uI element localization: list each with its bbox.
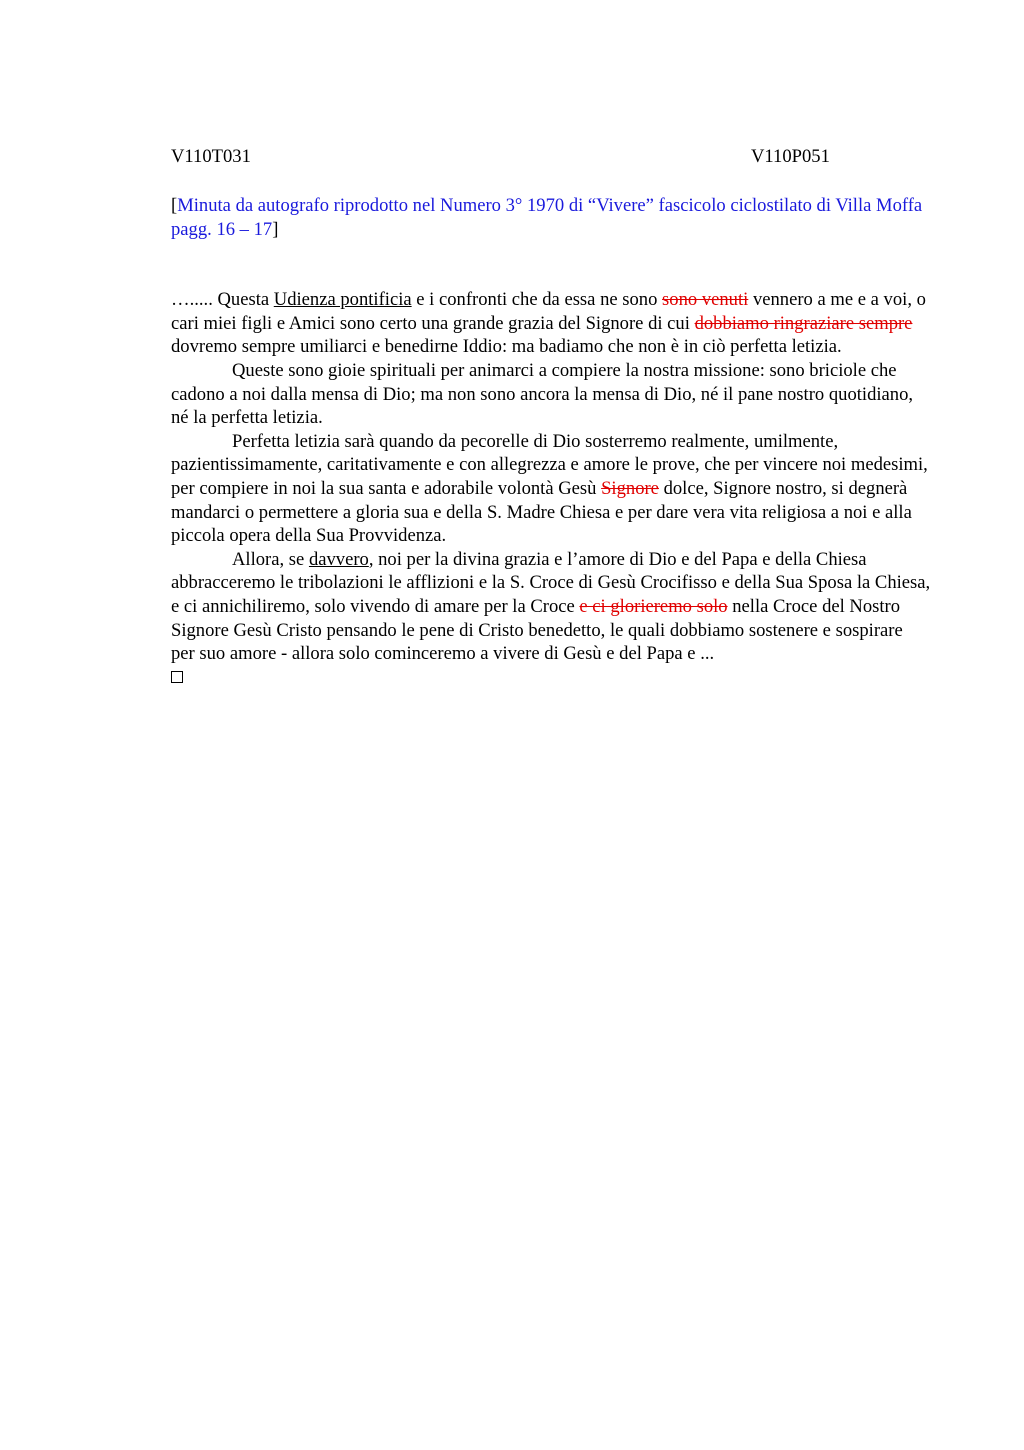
- text-run: dolce, Signore nostro, si degnerà mandarci o permettere a gloria sua e della S. Madre Chiesa e per dare vera vita religiosa a noi e alla piccola opera della Sua Provvidenza.: [171, 477, 912, 547]
- underlined-text: Udienza pontificia: [273, 289, 412, 311]
- paragraph-3: [171, 430, 931, 548]
- checkbox-square-icon: [171, 671, 183, 683]
- text-run: …..... Questa: [171, 289, 274, 311]
- document-code-right: V110P051: [751, 146, 830, 167]
- text-run: , noi per la divina grazia e l’amore di Dio e del Papa e della Chiesa abbracceremo le tribolazioni le afflizioni e la S. Croce di Gesù Crocifisso e della Sua Sposa la Chiesa, e ci annichiliremo, solo vivendo di amare per la Croce: [171, 548, 931, 617]
- deleted-text: e ci glorieremo solo: [579, 595, 728, 617]
- text-run: Perfetta letizia sarà quando da pecorelle di Dio sosterremo realmente, umilmente, pazientissimamente, caritativamente e con allegrezza e amore le prove, che per vincere noi medesimi, per compiere in noi la sua santa e adorabile volontà Gesù: [171, 430, 928, 499]
- text-run: Allora, se: [232, 548, 309, 570]
- document-code-left: V110T031: [171, 146, 251, 167]
- text-run: Queste sono gioie spirituali per animarci a compiere la nostra missione: sono briciole che cadono a noi dalla mensa di Dio; ma non sono ancora la mensa di Dio, né il pane nostro quotidiano, né la perfetta letizia.: [171, 359, 914, 429]
- text-run: dovremo sempre umiliarci e benedirne Iddio: ma badiamo che non è in ciò perfetta letizia.: [171, 336, 842, 358]
- letter-body: [171, 288, 931, 689]
- text-run: vennero a me e a voi, o cari miei figli e Amici sono certo una grande grazia del Signore di cui: [171, 289, 926, 334]
- document-page: [171, 145, 931, 689]
- text-run: nella Croce del Nostro Signore Gesù Cristo pensando le pene di Cristo benedetto, le quali dobbiamo sostenere e sospirare per suo amore - allora solo cominceremo a vivere di Gesù e del Papa e ...: [171, 595, 903, 665]
- source-note: [171, 194, 931, 241]
- deleted-text: Signore: [601, 477, 659, 499]
- text-run: e i confronti che da essa ne sono: [411, 289, 663, 311]
- end-marker: [171, 666, 931, 690]
- header-codes: [171, 145, 931, 171]
- underlined-text: davvero: [308, 548, 369, 570]
- note-bracket-open: [: [171, 195, 178, 216]
- paragraph-2: [171, 359, 931, 430]
- note-bracket-close: ]: [272, 218, 279, 240]
- deleted-text: dobbiamo ringraziare sempre: [694, 312, 913, 334]
- paragraph-4: [171, 548, 931, 666]
- note-text: Minuta da autografo riprodotto nel Numero 3° 1970 di “Vivere” fascicolo ciclostilato di Villa Moffa pagg. 16 – 17: [171, 195, 923, 240]
- paragraph-1: [171, 288, 931, 359]
- deleted-text: sono venuti: [662, 289, 749, 311]
